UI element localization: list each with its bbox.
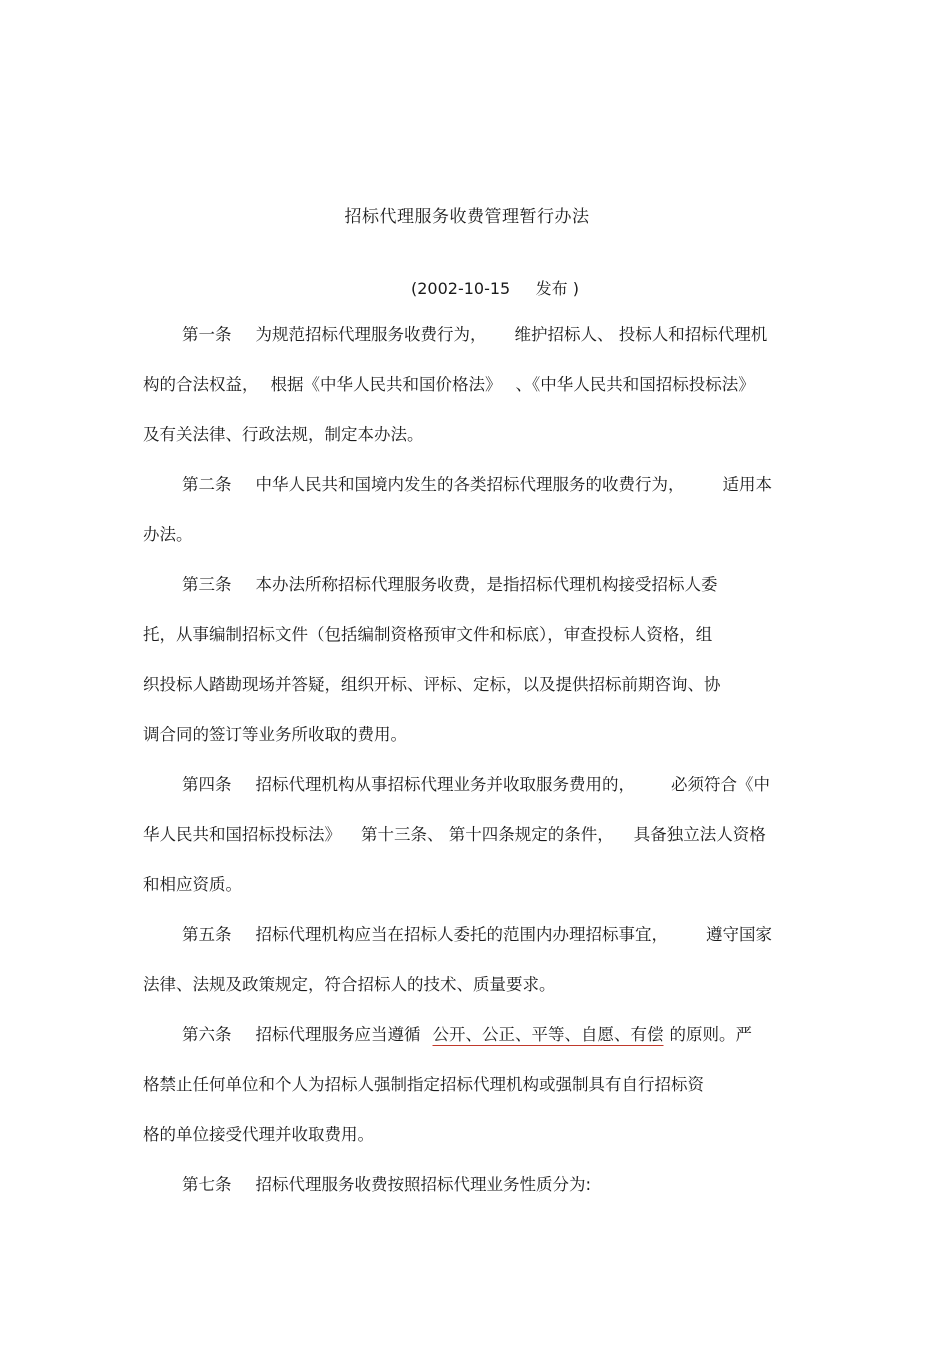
- article-text: 必须符合《中: [671, 775, 770, 794]
- underlined-principles: 公开、公正、平等、自愿、有偿: [432, 1025, 664, 1044]
- publish-date-line: [411, 276, 579, 299]
- article-7-line-1: [182, 1174, 807, 1196]
- article-4-line-3: 和相应资质。: [143, 875, 242, 894]
- article-label: 第二条: [182, 475, 232, 494]
- publish-label: 发布 ): [535, 279, 580, 298]
- article-text: 、《中华人民共和国招标投标法》: [515, 375, 755, 394]
- article-3-line-4: 调合同的签订等业务所收取的费用。: [143, 725, 407, 744]
- article-6-line-2: 格禁止任何单位和个人为招标人强制指定招标代理机构或强制具有自行招标资: [143, 1075, 704, 1094]
- article-text: 招标代理机构从事招标代理业务并收取服务费用的，: [255, 775, 635, 794]
- article-label: 第一条: [182, 325, 232, 344]
- article-text: 招标代理机构应当在招标人委托的范围内办理招标事宜，: [255, 925, 668, 944]
- article-text: 华人民共和国招标投标法》: [143, 825, 341, 844]
- article-text: 第十三条、 第十四条规定的条件，: [361, 825, 614, 844]
- article-text: 招标代理服务收费按照招标代理业务性质分为:: [255, 1175, 592, 1194]
- article-3-line-3: 织投标人踏勘现场并答疑，组织开标、评标、定标，以及提供招标前期咨询、协: [143, 675, 721, 694]
- article-1-line-3: 及有关法律、行政法规，制定本办法。: [143, 425, 424, 444]
- article-text: 本办法所称招标代理服务收费，是指招标代理机构接受招标人委: [255, 575, 718, 594]
- article-label: 第三条: [182, 575, 232, 594]
- article-text: 的原则。严: [669, 1025, 752, 1044]
- article-text: 遵守国家: [706, 925, 772, 944]
- article-5-line-2: 法律、法规及政策规定，符合招标人的技术、质量要求。: [143, 975, 556, 994]
- article-text: 根据《中华人民共和国价格法》: [270, 375, 502, 394]
- article-1-line-1: [182, 324, 807, 346]
- article-label: 第七条: [182, 1175, 232, 1194]
- article-text: 为规范招标代理服务收费行为，: [255, 325, 487, 344]
- article-text: 招标代理服务应当遵循: [255, 1025, 421, 1044]
- article-text: 具备独立法人资格: [633, 825, 766, 844]
- article-text: 维护招标人、 投标人和招标代理机: [514, 325, 768, 344]
- article-text: 构的合法权益，: [143, 375, 259, 394]
- article-3-line-1: [182, 574, 807, 596]
- article-label: 第五条: [182, 925, 232, 944]
- article-text: 适用本: [722, 475, 772, 494]
- article-5-line-1: [182, 924, 807, 946]
- article-6-line-1: [182, 1024, 807, 1046]
- article-4-line-1: [182, 774, 807, 796]
- article-text: 中华人民共和国境内发生的各类招标代理服务的收费行为，: [255, 475, 685, 494]
- article-label: 第六条: [182, 1025, 232, 1044]
- article-3-line-2: 托，从事编制招标文件（包括编制资格预审文件和标底），审查投标人资格，组: [143, 625, 713, 644]
- article-label: 第四条: [182, 775, 232, 794]
- article-1-line-2: [143, 374, 807, 396]
- article-6-line-3: 格的单位接受代理并收取费用。: [143, 1125, 374, 1144]
- article-2-line-2: 办法。: [143, 525, 193, 544]
- article-4-line-2: [143, 824, 807, 846]
- article-2-line-1: [182, 474, 807, 496]
- document-title: 招标代理服务收费管理暂行办法: [344, 207, 590, 227]
- publish-date: (2002-10-15: [411, 279, 511, 298]
